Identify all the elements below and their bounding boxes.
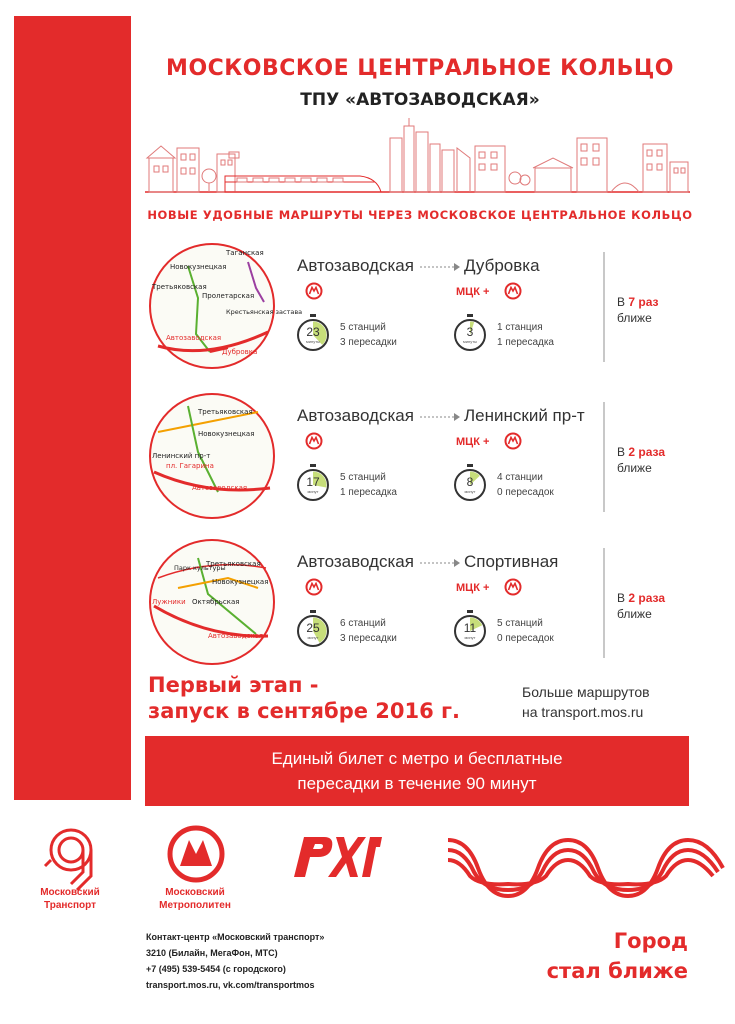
launch-announcement xyxy=(148,672,518,724)
ratio-suffix: ближе xyxy=(617,607,652,621)
timer-mcc xyxy=(453,314,487,352)
transfers-count: 3 пересадки xyxy=(340,337,397,348)
route-map xyxy=(148,392,276,520)
time-ratio xyxy=(617,444,665,476)
logo-label-line: Метрополитен xyxy=(159,900,231,911)
timer-minutes: 17 xyxy=(306,475,320,489)
divider xyxy=(603,252,605,362)
timer-unit: минут xyxy=(307,635,319,640)
metro-logo-icon xyxy=(162,822,230,884)
stations-count: 5 станций xyxy=(497,618,543,629)
ratio-prefix: В xyxy=(617,295,626,309)
map-label: Крестьянская застава xyxy=(226,308,303,316)
time-ratio xyxy=(617,590,665,622)
contact-links[interactable]: transport.mos.ru, vk.com/transportmos xyxy=(146,980,315,990)
mcc-stats xyxy=(497,320,554,350)
route-destination: Спортивная xyxy=(464,552,559,571)
route-arrow-icon xyxy=(420,412,460,422)
map-label: Новокузнецкая xyxy=(198,430,255,438)
banner-text xyxy=(145,746,689,796)
route-origin: Автозаводская xyxy=(297,552,414,571)
more-line-1: Больше маршрутов xyxy=(522,684,650,700)
map-label: Автозаводская xyxy=(208,632,264,640)
map-label: Третьяковская xyxy=(152,283,207,291)
more-line-2[interactable]: на transport.mos.ru xyxy=(522,704,644,720)
timer-metro xyxy=(296,314,330,352)
slogan-line-2: стал ближе xyxy=(546,959,688,983)
map-label: Пролетарская xyxy=(202,292,255,300)
launch-line-2: запуск в сентябре 2016 г. xyxy=(148,699,460,723)
metro-stats xyxy=(340,470,397,500)
divider xyxy=(603,402,605,512)
route-arrow-icon xyxy=(420,262,460,272)
stations-count: 1 станция xyxy=(497,322,543,333)
more-routes-link[interactable] xyxy=(522,682,650,722)
contact-center-info xyxy=(146,929,324,993)
contact-phone[interactable]: +7 (495) 539-5454 (с городского) xyxy=(146,964,286,974)
transfers-count: 1 пересадка xyxy=(340,487,397,498)
logo-label-line: Транспорт xyxy=(43,900,97,911)
map-label: пл. Гагарина xyxy=(166,462,214,470)
route-map xyxy=(148,242,303,370)
route-card xyxy=(140,538,700,674)
launch-line-1: Первый этап - xyxy=(148,673,319,697)
stations-count: 6 станций xyxy=(340,618,386,629)
metro-pin-icon xyxy=(305,432,323,450)
stations-count: 5 станций xyxy=(340,322,386,333)
timer-unit: минут xyxy=(464,489,476,494)
map-label: Таганская xyxy=(226,249,264,257)
contact-line: 3210 (Билайн, МегаФон, МТС) xyxy=(146,948,278,958)
metro-pin-icon xyxy=(305,282,323,300)
transfers-count: 3 пересадки xyxy=(340,633,397,644)
route-arrow-icon xyxy=(420,558,460,568)
ratio-value: 2 раза xyxy=(628,445,665,459)
contact-line: Контакт-центр «Московский транспорт» xyxy=(146,932,325,942)
map-label: Автозаводская xyxy=(166,334,222,342)
city-skyline-illustration xyxy=(145,118,690,210)
tagline: НОВЫЕ УДОБНЫЕ МАРШРУТЫ ЧЕРЕЗ МОСКОВСКОЕ ЦЕНТРАЛЬНОЕ КОЛЬЦО xyxy=(147,208,693,222)
logo-label-line: Московский xyxy=(165,887,225,898)
timer-minutes: 25 xyxy=(306,621,320,635)
timer-minutes: 3 xyxy=(466,325,474,339)
stations-count: 5 станций xyxy=(340,472,386,483)
map-label: Новокузнецкая xyxy=(212,578,269,586)
page-subtitle: ТПУ «АВТОЗАВОДСКАЯ» xyxy=(300,90,540,110)
transfers-count: 0 пересадок xyxy=(497,487,554,498)
banner-line-2: пересадки в течение 90 минут xyxy=(297,774,537,793)
timer-minutes: 23 xyxy=(306,325,320,339)
transfers-count: 1 пересадка xyxy=(497,337,554,348)
route-card xyxy=(140,392,700,528)
timer-minutes: 11 xyxy=(463,621,477,635)
map-label: Лужники xyxy=(152,598,186,606)
timer-unit: минут xyxy=(464,635,476,640)
metro-stats xyxy=(340,616,397,646)
ratio-prefix: В xyxy=(617,445,626,459)
timer-unit: минут xyxy=(307,489,319,494)
timer-metro xyxy=(296,610,330,648)
stations-count: 4 станции xyxy=(497,472,543,483)
route-card xyxy=(140,242,700,378)
map-label: Октябрьская xyxy=(192,598,240,606)
ratio-value: 7 раз xyxy=(628,295,659,309)
map-label: Новокузнецкая xyxy=(170,263,227,271)
page-title: МОСКОВСКОЕ ЦЕНТРАЛЬНОЕ КОЛЬЦО xyxy=(166,56,674,81)
map-label: Третьяковская xyxy=(198,408,253,416)
banner-line-1: Единый билет с метро и бесплатные xyxy=(271,749,563,768)
map-label: Дубровка xyxy=(222,348,258,356)
timer-mcc xyxy=(453,464,487,502)
transfers-count: 0 пересадок xyxy=(497,633,554,644)
timer-minutes: 8 xyxy=(466,475,474,489)
route-destination: Дубровка xyxy=(464,256,540,275)
metro-label xyxy=(140,886,250,912)
ratio-suffix: ближе xyxy=(617,461,652,475)
mcc-label: МЦК + xyxy=(456,582,490,594)
map-label: Третьяковская xyxy=(206,560,261,568)
map-label: Ленинский пр-т xyxy=(152,452,211,460)
metro-pin-icon xyxy=(504,432,522,450)
route-map xyxy=(148,538,276,666)
route-origin: Автозаводская xyxy=(297,256,414,275)
rzd-logo-icon xyxy=(286,833,386,879)
mcc-waves-logo-icon xyxy=(448,830,728,905)
metro-stats xyxy=(340,320,397,350)
divider xyxy=(603,548,605,658)
ratio-suffix: ближе xyxy=(617,311,652,325)
metro-pin-icon xyxy=(305,578,323,596)
map-label: Парк культуры xyxy=(174,564,226,572)
red-side-bar xyxy=(14,16,131,800)
timer-mcc xyxy=(453,610,487,648)
map-label: Автозаводская xyxy=(192,484,248,492)
slogan-line-1: Город xyxy=(613,929,688,953)
slogan xyxy=(520,926,688,986)
route-destination: Ленинский пр-т xyxy=(464,406,585,425)
ratio-value: 2 раза xyxy=(628,591,665,605)
timer-unit: минуты xyxy=(306,339,320,344)
timer-metro xyxy=(296,464,330,502)
time-ratio xyxy=(617,294,658,326)
logo-label-line: Московский xyxy=(40,887,100,898)
metro-pin-icon xyxy=(504,282,522,300)
ticket-banner xyxy=(145,736,689,806)
mcc-label: МЦК + xyxy=(456,436,490,448)
mcc-stats xyxy=(497,470,554,500)
mcc-label: МЦК + xyxy=(456,286,490,298)
mcc-stats xyxy=(497,616,554,646)
timer-unit: минуты xyxy=(463,339,477,344)
ratio-prefix: В xyxy=(617,591,626,605)
moscow-transport-label xyxy=(24,886,116,912)
route-origin: Автозаводская xyxy=(297,406,414,425)
metro-pin-icon xyxy=(504,578,522,596)
